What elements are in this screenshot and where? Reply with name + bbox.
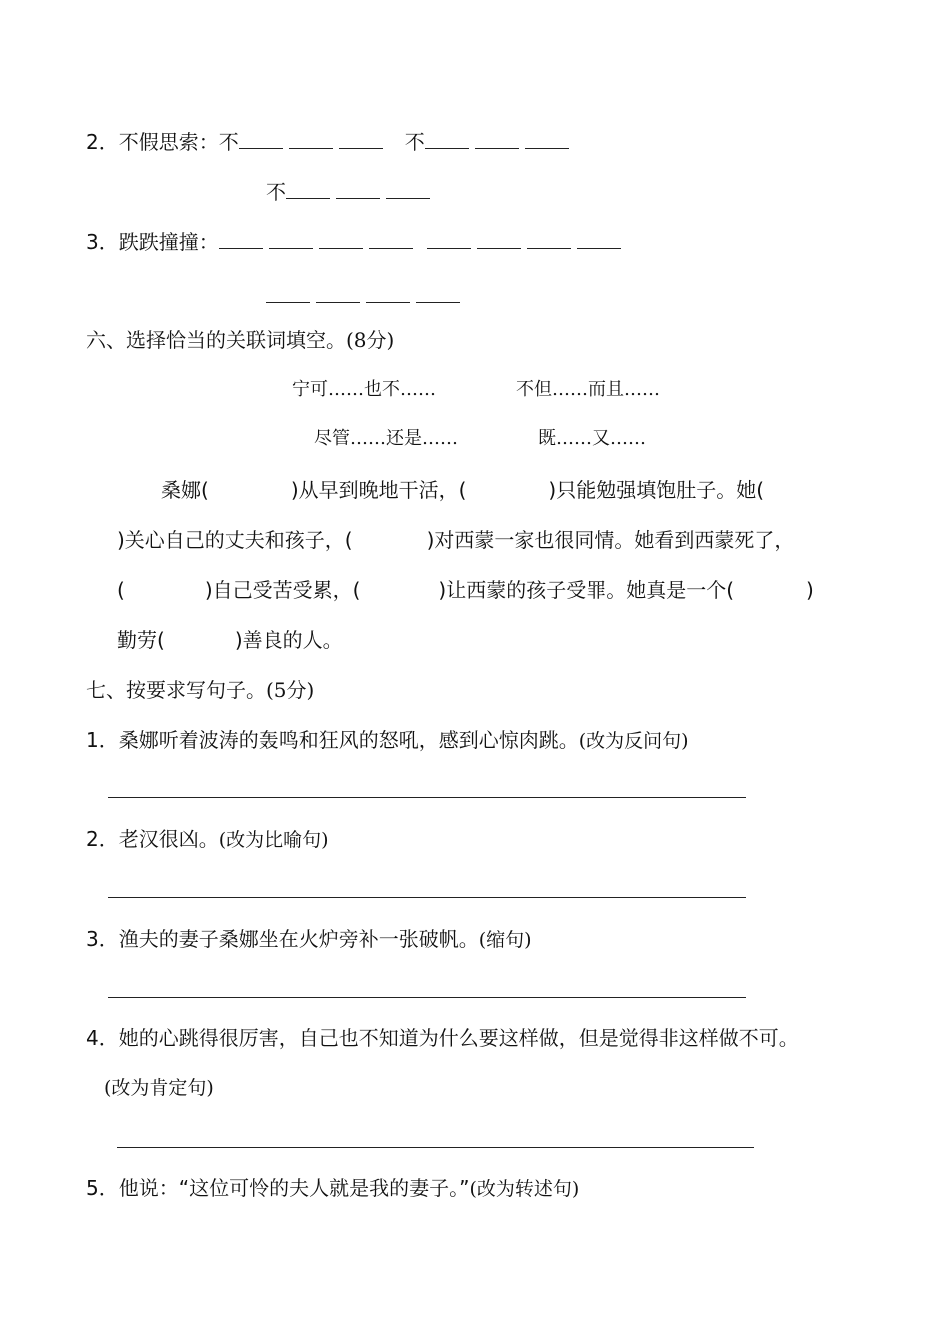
section-score: (8分) (346, 328, 395, 352)
item-sentence: 她的心跳得很厉害，自己也不知道为什么要这样做，但是觉得非这样做不可。 (118, 1026, 799, 1050)
fill-blank[interactable] (386, 178, 430, 199)
passage-text: )让西蒙的孩子受罪。她真是一个( (438, 578, 735, 602)
sentence-item-1 (86, 726, 689, 755)
sentence-item-3 (86, 925, 532, 954)
passage-text: )对西蒙一家也很同情。她看到西蒙死了， (426, 528, 795, 552)
item-sentence: 他说：“这位可怜的夫人就是我的妻子。” (118, 1176, 470, 1200)
item-instruction: (改为转述句) (469, 1178, 580, 1200)
fill-blank[interactable] (316, 282, 360, 303)
passage-text: ) (806, 578, 814, 602)
answer-line[interactable] (108, 997, 746, 998)
fill-blank[interactable] (577, 228, 621, 249)
fill-blank[interactable] (319, 228, 363, 249)
answer-line[interactable] (117, 1147, 754, 1148)
prefix-char: 不 (404, 130, 425, 154)
passage-text: )善良的人。 (234, 628, 343, 652)
prefix-char: 不 (266, 180, 286, 204)
item-number: 5． (86, 1176, 119, 1200)
word-item-3-row2 (266, 282, 466, 310)
option-word: 尽管……还是…… (314, 428, 458, 449)
passage-line-4 (117, 626, 343, 654)
item-sentence: 渔夫的妻子桑娜坐在火炉旁补一张破帆。 (118, 927, 479, 951)
item-number: 3． (86, 230, 119, 254)
passage-text: )只能勉强填饱肚子。她( (548, 478, 765, 502)
answer-line[interactable] (108, 797, 746, 798)
item-sentence: 桑娜听着波涛的轰鸣和狂风的怒吼，感到心惊肉跳。 (118, 728, 579, 752)
word-item-3 (86, 228, 627, 256)
sentence-item-4 (86, 1024, 799, 1052)
section-6-heading (86, 326, 394, 354)
word-item-2-row2 (266, 178, 436, 206)
section-title: 七、按要求写句子。 (86, 678, 266, 702)
fill-blank[interactable] (269, 228, 313, 249)
passage-line-2 (117, 526, 794, 554)
fill-blank[interactable] (289, 128, 333, 149)
passage-line-3 (117, 576, 814, 604)
section-7-heading (86, 676, 314, 704)
section-score: (5分) (266, 678, 315, 702)
passage-text: 桑娜( (161, 478, 209, 502)
prefix-char: 不 (218, 130, 239, 154)
option-word: 宁可……也不…… (292, 379, 436, 400)
item-word: 跌跌撞撞： (118, 230, 219, 254)
item-number: 2． (86, 130, 119, 154)
item-instruction: (改为反问句) (578, 730, 689, 752)
section-title: 六、选择恰当的关联词填空。 (86, 328, 346, 352)
sentence-item-2 (86, 825, 329, 854)
item-sentence: 老汉很凶。 (118, 827, 219, 851)
fill-blank[interactable] (477, 228, 521, 249)
sentence-item-5 (86, 1174, 579, 1203)
fill-blank[interactable] (425, 128, 469, 149)
fill-blank[interactable] (475, 128, 519, 149)
fill-blank[interactable] (416, 282, 460, 303)
answer-line[interactable] (108, 897, 746, 898)
fill-blank[interactable] (369, 228, 413, 249)
fill-blank[interactable] (366, 282, 410, 303)
passage-text: ( (117, 578, 125, 602)
item-number: 1． (86, 728, 119, 752)
fill-blank[interactable] (219, 228, 263, 249)
fill-blank[interactable] (427, 228, 471, 249)
item-instruction: (缩句) (478, 929, 532, 951)
word-item-2 (86, 128, 575, 156)
fill-blank[interactable] (525, 128, 569, 149)
fill-blank[interactable] (286, 178, 330, 199)
item-number: 4． (86, 1026, 119, 1050)
item-instruction: (改为比喻句) (218, 829, 329, 851)
passage-text: )自己受苦受累，( (204, 578, 361, 602)
item-instruction: (改为肯定句) (104, 1077, 214, 1099)
option-word: 不但……而且…… (516, 379, 660, 400)
item-number: 2． (86, 827, 119, 851)
passage-text: )从早到晚地干活，( (290, 478, 467, 502)
passage-text: )关心自己的丈夫和孩子，( (117, 528, 353, 552)
passage-line-1 (161, 476, 764, 504)
fill-blank[interactable] (336, 178, 380, 199)
fill-blank[interactable] (266, 282, 310, 303)
fill-blank[interactable] (339, 128, 383, 149)
option-word: 既……又…… (538, 428, 646, 449)
item-number: 3． (86, 927, 119, 951)
item-word: 不假思索： (118, 130, 219, 154)
fill-blank[interactable] (239, 128, 283, 149)
fill-blank[interactable] (527, 228, 571, 249)
passage-text: 勤劳( (117, 628, 165, 652)
